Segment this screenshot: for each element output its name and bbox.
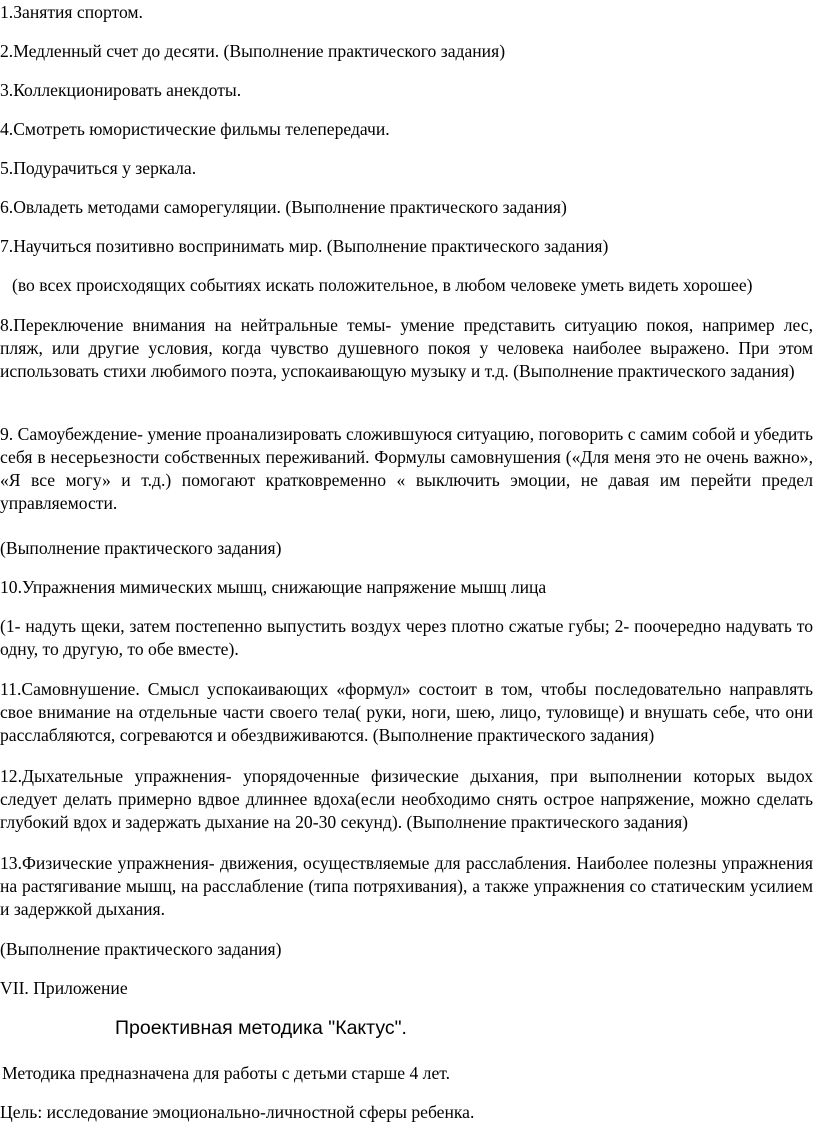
list-item-10-note: (1- надуть щеки, затем постепенно выпустить воздух через плотно сжатые губы; 2- поочередно надувать то одну, то другую, то обе вместе). — [0, 616, 813, 659]
list-item-6: 6.Овладеть методами саморегуляции. (Выполнение практического задания) — [0, 197, 567, 217]
list-item-2: 2.Медленный счет до десяти. (Выполнение практического задания) — [0, 41, 506, 61]
list-item-12: 12.Дыхательные упражнения- упорядоченные физические дыхания, при выполнении которых выдох следует делать примерно вдвое длиннее вдоха(если необходимо снять острое напряжение, можно сделать глубокий вдох и задержать дыхание на 20-30 секунд). (Выполнение практического задания) — [0, 766, 813, 832]
purpose-line: Методика предназначена для работы с детьми старше 4 лет. — [2, 1063, 451, 1083]
appendix-title: VII. Приложение — [0, 978, 128, 998]
list-item-9: 9. Самоубеждение- умение проанализировать сложившуюся ситуацию, поговорить с самим собой и убедить себя в несерьезности собственных переживаний. Формулы самовнушения («Для меня это не очень важно», «Я все могу» и т.д.) помогают кратковременно « выключить эмоции, не давая им перейти предел управляемости. — [0, 424, 813, 513]
list-item-9-task: (Выполнение практического задания) — [0, 538, 282, 558]
list-item-1: 1.Занятия спортом. — [0, 2, 143, 22]
list-item-7: 7.Научиться позитивно воспринимать мир. (Выполнение практического задания) — [0, 236, 609, 256]
list-item-3: 3.Коллекционировать анекдоты. — [0, 80, 242, 100]
goal-line: Цель: исследование эмоционально-личностной сферы ребенка. — [0, 1102, 475, 1122]
method-title: Проективная методика "Кактус". — [115, 1017, 407, 1039]
list-item-11: 11.Самовнушение. Смысл успокаивающих «формул» состоит в том, чтобы последовательно направлять свое внимание на отдельные части своего тела( руки, ноги, шею, лицо, туловище) и внушать себе, что они расслабляются, согреваются и обездвиживаются. (Выполнение практического задания) — [0, 679, 813, 745]
list-item-5: 5.Подурачиться у зеркала. — [0, 158, 197, 178]
list-item-8: 8.Переключение внимания на нейтральные темы- умение представить ситуацию покоя, например лес, пляж, или другие условия, когда чувство душевного покоя у человека наиболее выражено. При этом использовать стихи любимого поэта, успокаивающую музыку и т.д. (Выполнение практического задания) — [0, 315, 813, 381]
list-item-10: 10.Упражнения мимических мышц, снижающие напряжение мышц лица — [0, 577, 547, 597]
list-item-4: 4.Смотреть юмористические фильмы телепередачи. — [0, 119, 390, 139]
list-item-13-task: (Выполнение практического задания) — [0, 939, 282, 959]
list-item-7-note: (во всех происходящих событиях искать положительное, в любом человеке уметь видеть хорошее) — [12, 275, 753, 295]
list-item-13: 13.Физические упражнения- движения, осуществляемые для расслабления. Наиболее полезны упражнения на растягивание мышц, на расслабление (типа потряхивания), а также упражнения со статическим усилием и задержкой дыхания. — [0, 853, 813, 919]
